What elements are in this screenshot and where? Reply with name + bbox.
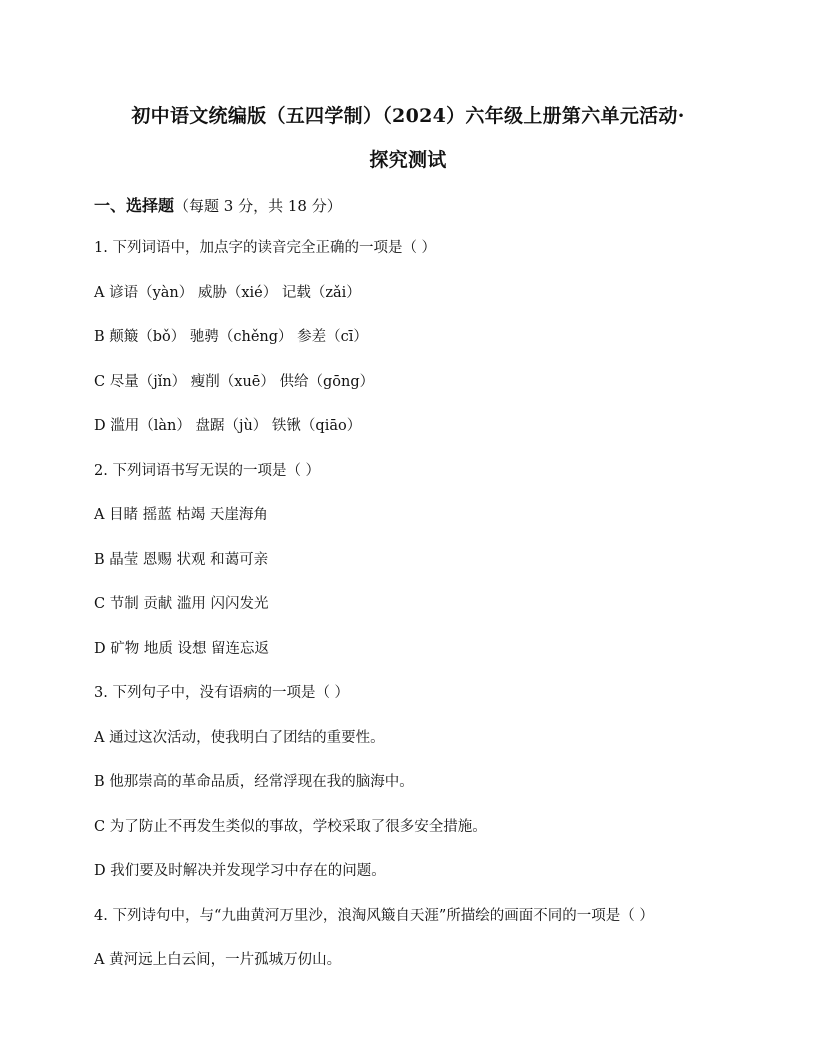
- document-title: [94, 94, 722, 182]
- question-2-option-c: C 节制 贡献 滥用 闪闪发光: [94, 596, 269, 612]
- question-3-option-b: B 他那崇高的革命品质，经常浮现在我的脑海中。: [94, 774, 414, 790]
- question-2-stem: 2. 下列词语书写无误的一项是（ ）: [94, 462, 321, 479]
- question-3-stem: 3. 下列句子中，没有语病的一项是（ ）: [94, 685, 350, 701]
- question-2-option-a: A 目睹 摇蓝 枯竭 天崖海角: [94, 507, 268, 523]
- question-4-option-a: A 黄河远上白云间，一片孤城万仞山。: [94, 952, 342, 968]
- title-line-2: 探究测试: [369, 149, 447, 171]
- question-3-option-d: D 我们要及时解决并发现学习中存在的问题。: [94, 863, 386, 879]
- question-3-option-a: A 通过这次活动，使我明白了团结的重要性。: [94, 729, 385, 746]
- section-heading: [94, 194, 722, 218]
- question-1-option-b: B 颠簸（bǒ） 驰骋（chěng） 参差（cī）: [94, 329, 368, 345]
- question-list: [94, 238, 722, 970]
- question-2-option-d: D 矿物 地质 设想 留连忘返: [94, 640, 270, 657]
- section-heading-label: 一、选择题: [94, 196, 175, 215]
- question-1-option-c: C 尽量（jǐn） 瘦削（xuē） 供给（gōng）: [94, 373, 375, 390]
- question-1-option-a: A 谚语（yàn） 威胁（xié） 记载（zǎi）: [94, 284, 361, 301]
- question-1-option-d: D 滥用（làn） 盘踞（jù） 铁锹（qiāo）: [94, 418, 362, 434]
- question-3-option-c: C 为了防止不再发生类似的事故，学校采取了很多安全措施。: [94, 818, 487, 835]
- question-4-stem: 4. 下列诗句中，与“九曲黄河万里沙，浪淘风簸自天涯”所描绘的画面不同的一项是（ ）: [94, 907, 654, 924]
- title-line-1: 初中语文统编版（五四学制）（2024）六年级上册第六单元活动·: [131, 105, 685, 127]
- question-1-stem: 1. 下列词语中，加点字的读音完全正确的一项是（ ）: [94, 240, 437, 256]
- question-2-option-b: B 晶莹 恩赐 状观 和蔼可亲: [94, 551, 269, 568]
- section-heading-note: （每题 3 分，共 18 分）: [174, 197, 342, 215]
